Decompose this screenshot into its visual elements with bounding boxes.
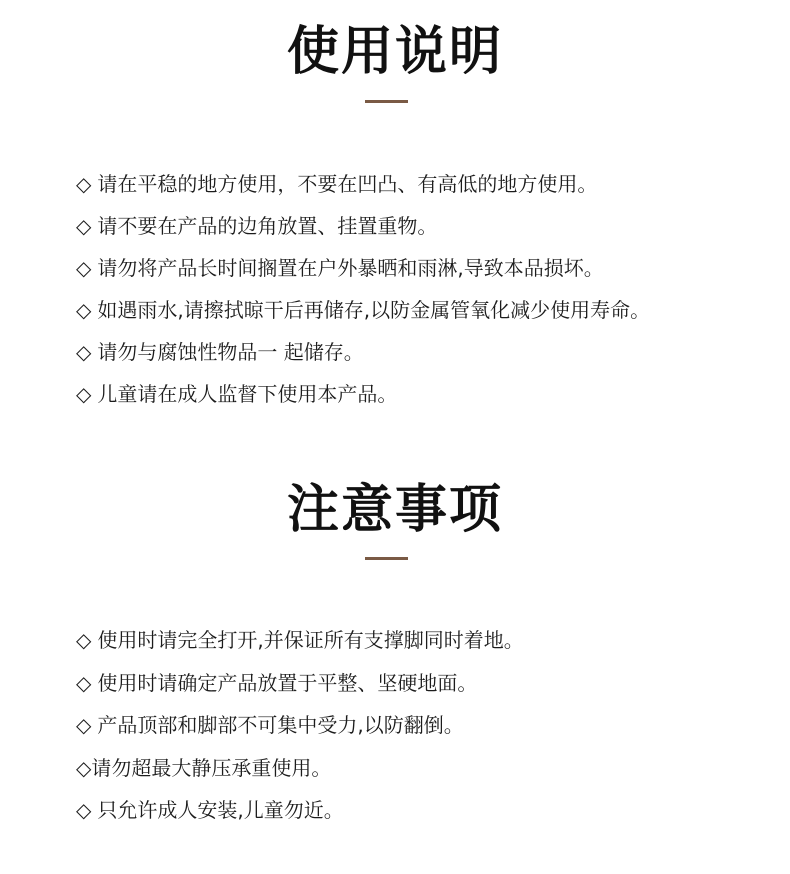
list-item-text: 如遇雨水,请擦拭晾干后再储存,以防金属管氧化减少使用寿命。 [97,298,651,322]
notes-title-divider [365,557,408,560]
list-item [76,796,344,824]
diamond-icon: ◇ [76,340,92,364]
list-item-text: 请勿超最大静压承重使用。 [91,756,332,780]
diamond-icon: ◇ [76,298,92,322]
diamond-icon: ◇ [76,214,92,238]
list-item [76,254,604,282]
diamond-icon: ◇ [76,713,92,737]
list-item [76,212,437,240]
list-item-text: 请勿与腐蚀性物品一 起储存。 [97,340,364,364]
list-item-text: 请勿将产品长时间搁置在户外暴晒和雨淋,导致本品损坏。 [97,256,604,280]
list-item [76,338,364,366]
diamond-icon: ◇ [76,671,92,695]
list-item [76,380,397,408]
list-item-text: 请不要在产品的边角放置、挂置重物。 [97,214,438,238]
usage-title: 使用说明 [286,22,503,82]
list-item-text: 只允许成人安装,儿童勿近。 [97,798,344,822]
list-item [76,669,477,697]
list-item-text: 使用时请确定产品放置于平整、坚硬地面。 [97,671,478,695]
usage-title-divider [365,100,408,103]
list-item [76,754,331,782]
diamond-icon: ◇ [76,756,92,780]
list-item [76,170,597,198]
list-item-text: 儿童请在成人监督下使用本产品。 [97,382,398,406]
list-item [76,711,464,739]
diamond-icon: ◇ [76,256,92,280]
diamond-icon: ◇ [76,628,92,652]
list-item-text: 使用时请完全打开,并保证所有支撑脚同时着地。 [97,628,524,652]
diamond-icon: ◇ [76,172,92,196]
list-item [76,626,524,654]
notes-title: 注意事项 [286,480,503,540]
list-item [76,296,650,324]
list-item-text: 产品顶部和脚部不可集中受力,以防翻倒。 [97,713,464,737]
diamond-icon: ◇ [76,798,92,822]
list-item-text: 请在平稳的地方使用，不要在凹凸、有高低的地方使用。 [97,172,598,196]
diamond-icon: ◇ [76,382,92,406]
